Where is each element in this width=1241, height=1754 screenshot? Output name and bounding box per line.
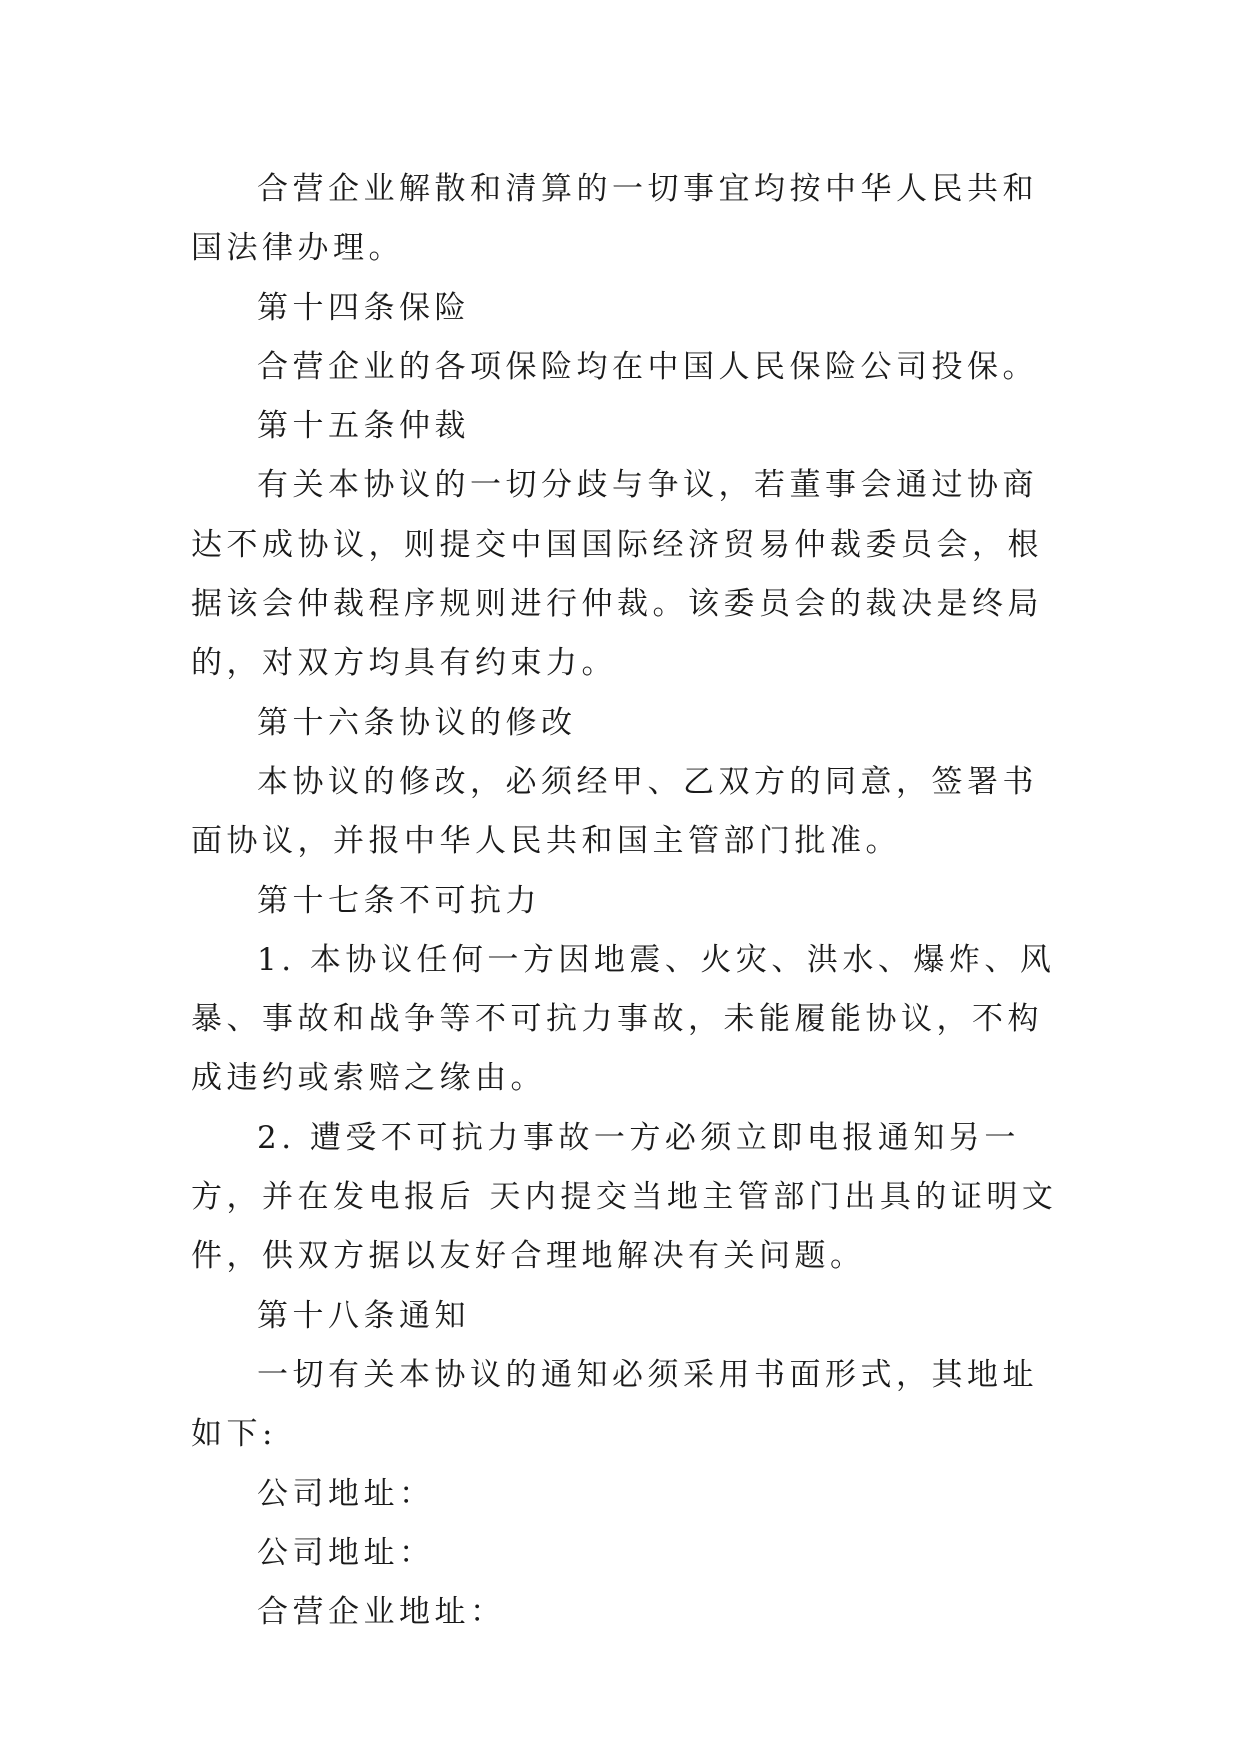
company-address-line-1: 公司地址： xyxy=(257,1475,435,1512)
heading-article-16-amendment: 第十六条协议的修改 xyxy=(257,704,577,741)
paragraph-insurance: 合营企业的各项保险均在中国人民保险公司投保。 xyxy=(257,348,1038,385)
paragraph-amendment: 本协议的修改，必须经甲、乙双方的同意，签署书面协议，并报中华人民共和国主管部门批准。 xyxy=(191,763,1038,860)
heading-article-17-force-majeure: 第十七条不可抗力 xyxy=(257,882,541,919)
document-body xyxy=(191,160,1061,1642)
paragraph-notice: 一切有关本协议的通知必须采用书面形式，其地址如下: xyxy=(191,1356,1038,1453)
company-address-line-2: 公司地址： xyxy=(257,1534,435,1571)
heading-article-14-insurance: 第十四条保险 xyxy=(257,289,470,326)
paragraph-arbitration: 有关本协议的一切分歧与争议，若董事会通过协商达不成协议，则提交中国国际经济贸易仲裁委员会，根据该会仲裁程序规则进行仲裁。该委员会的裁决是终局的，对双方均具有约束力。 xyxy=(191,467,1043,682)
heading-article-18-notice: 第十八条通知 xyxy=(257,1297,470,1334)
paragraph-force-majeure-1: 1. 本协议任何一方因地震、火灾、洪水、爆炸、风暴、事故和战争等不可抗力事故，未能履能协议，不构成违约或索赔之缘由。 xyxy=(191,941,1056,1097)
heading-article-15-arbitration: 第十五条仲裁 xyxy=(257,408,470,445)
paragraph-dissolution: 合营企业解散和清算的一切事宜均按中华人民共和国法律办理。 xyxy=(191,171,1038,267)
paragraph-force-majeure-2: 2. 遭受不可抗力事故一方必须立即电报通知另一方，并在发电报后 天内提交当地主管部门出具的证明文件，供双方据以友好合理地解决有关问题。 xyxy=(191,1119,1058,1275)
joint-venture-address-line: 合营企业地址： xyxy=(257,1594,506,1631)
